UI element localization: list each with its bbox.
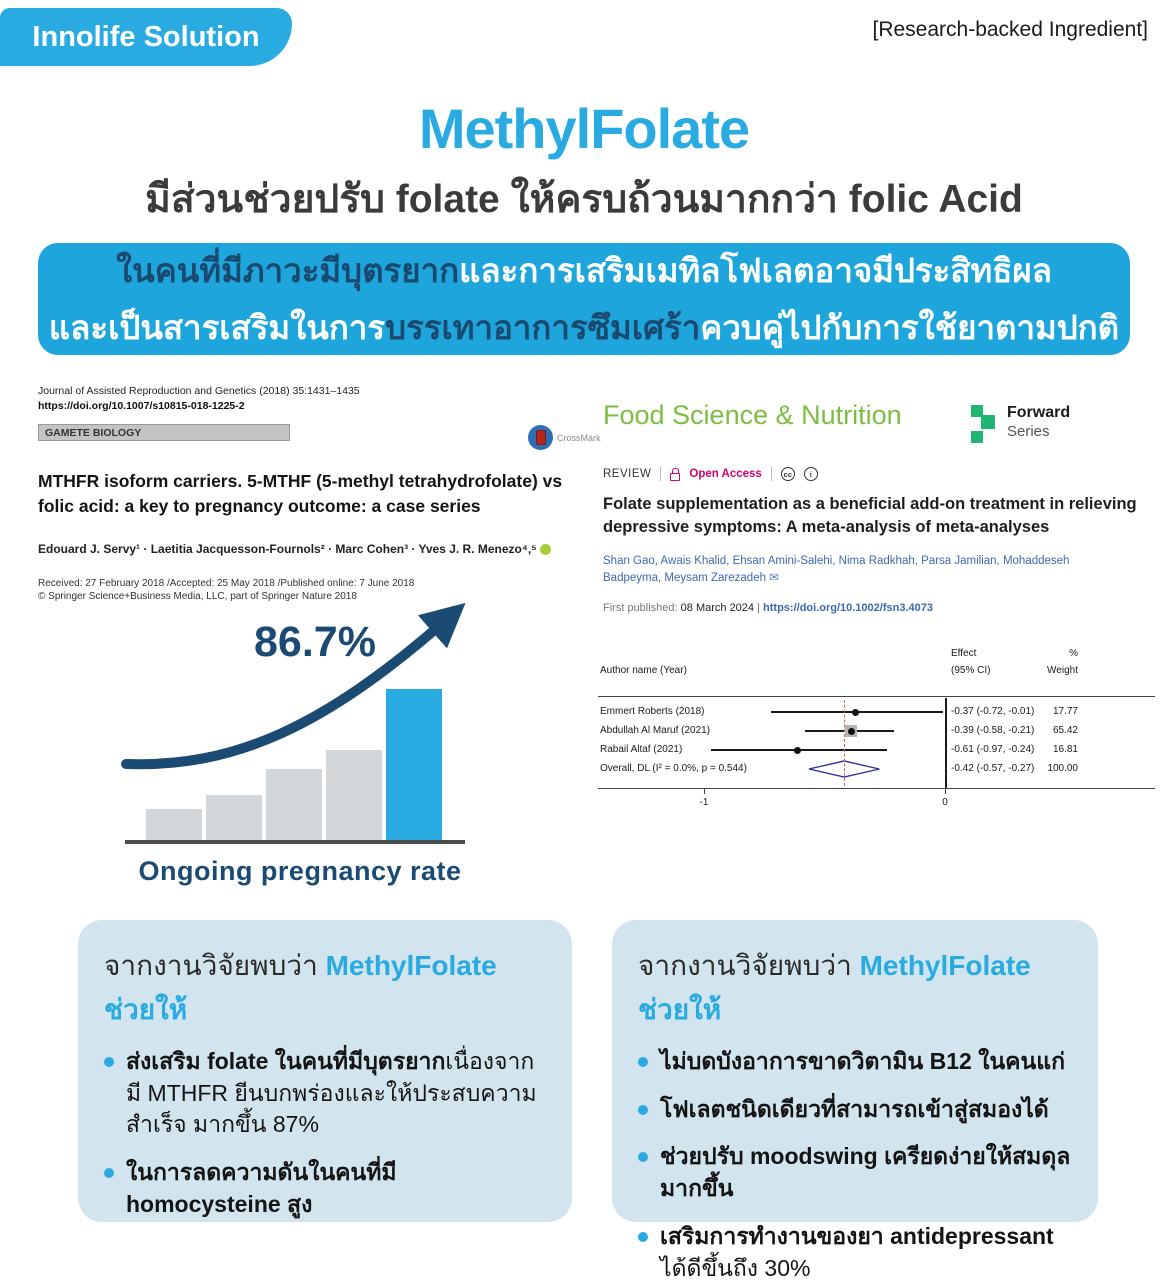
heading-pre: จากงานวิจัยพบว่า [104,950,326,981]
forest-header-effect: Effect [951,648,977,659]
crossmark-label: CrossMark [557,432,601,443]
cc-icon: cc [781,467,795,481]
research-tag: [Research-backed Ingredient] [872,18,1148,41]
pregnancy-rate-chart [120,598,480,898]
forward-series-logo-icon [971,405,1001,445]
forest-header-weight: Weight [1047,665,1078,676]
journal-citation: Journal of Assisted Reproduction and Genetics (2018) 35:1431–1435 [38,385,360,397]
paper-right-authors[interactable] [603,553,1123,588]
paper-right-title: Folate supplementation as a beneficial add-on treatment in relieving depressive symptoms: A meta-analysis of meta-analyses [603,495,1137,537]
bullet-item [638,1141,1072,1204]
published-separator: | [757,601,760,614]
bullet-dot-icon [638,1152,648,1162]
forest-effect-value: -0.42 (-0.57, -0.27) [951,763,1035,774]
forest-effect-value: -0.39 (-0.58, -0.21) [951,725,1035,736]
forest-header-percent: % [1069,648,1078,659]
bullet-text: โฟเลตชนิดเดียวที่สามารถเข้าสู่สมองได้ [660,1095,1049,1122]
open-access-label: Open Access [689,468,762,480]
paper-left-authors [38,542,588,556]
paper-left-authors-text: Edouard J. Servy¹ · Laetitia Jacquesson-Fournols² · Marc Cohen³ · Yves J. R. Menezo⁴,⁵ [38,541,537,556]
forest-axis-tick [704,788,705,794]
bullet-text: ในการลดความดันในคนที่มี homocysteine สูง [126,1159,397,1217]
claim-banner [38,243,1130,355]
bullet-item [638,1094,1072,1126]
bullet-item [104,1046,546,1141]
forest-effect-value: -0.61 (-0.97, -0.24) [951,744,1035,755]
published-date: 08 March 2024 [680,601,755,614]
divider [771,467,772,481]
bar [386,689,442,840]
paper-right [603,400,1155,614]
claim-line1-bold: ในคนที่มีภาวะมีบุตรยาก [116,252,460,289]
forest-row-author: Abdullah Al Maruf (2021) [600,725,711,736]
bullet-dot-icon [104,1168,114,1178]
claim-line1-rest: และการเสริมเมทิลโฟเลตอาจมีประสิทธิผล [459,252,1052,289]
forest-effect-value: -0.37 (-0.72, -0.01) [951,706,1035,717]
bullet-item [104,1157,546,1220]
heading-highlight: MethylFolate ช่วยให้ [638,950,1031,1025]
review-label: REVIEW [603,468,652,480]
forest-weight-value: 17.77 [1052,706,1078,717]
forest-row-author: Overall, DL (I² = 0.0%, p = 0.544) [600,763,747,774]
forest-row-author: Rabail Altaf (2021) [600,744,683,755]
bar [266,769,322,840]
forest-point-marker [852,709,859,716]
forward-series-label [1007,404,1070,440]
bullet-text: เสริมการทำงานของยา antidepressant ได้ดีขึ้นถึง 30% [660,1222,1054,1281]
published-line [603,602,1155,614]
bullet-dot-icon [638,1057,648,1067]
divider [660,467,661,481]
bar [326,750,382,840]
crossmark-icon [528,425,553,450]
paper-left-received: Received: 27 February 2018 /Accepted: 25 May 2018 /Published online: 7 June 2018 [38,577,415,589]
paper-left-title: MTHFR isoform carriers. 5-MTHF (5-methyl tetrahydrofolate) vs folic acid: a key to pregnancy outcome: a case series [38,471,563,517]
page-subtitle: มีส่วนช่วยปรับ folate ให้ครบถ้วนมากกว่า folic Acid [145,178,1023,221]
forest-axis-tick-label: -1 [699,797,709,808]
benefit-box-left-heading [104,944,546,1032]
chart-baseline [125,840,465,844]
forest-plot [598,648,1155,820]
forest-zero-line [945,698,947,788]
published-label: First published: [603,601,678,614]
article-meta-row [603,467,1155,481]
page-title: MethylFolate [418,97,750,160]
bar [206,795,262,840]
paper-right-authors-text[interactable]: Shan Gao, Awais Khalid, Ehsan Amini-Salehi, Nima Radkhah, Parsa Jamilian, Mohaddeseh Badpeyma, Meysam Zarezadeh [603,555,1070,585]
brand-badge-label: Innolife Solution [32,20,260,53]
claim-line2-pre: และเป็นสารเสริมในการ [48,309,386,346]
bullet-text: ส่งเสริม folate ในคนที่มีบุตรยากเนื่องจากมี MTHFR ยีนบกพร่องและให้ประสบความสำเร็จ มากขึ้น 87% [126,1048,537,1138]
crossmark-badge [528,425,601,450]
forest-point-marker [794,747,801,754]
bullet-item [638,1221,1072,1284]
claim-banner-line1 [38,244,1130,297]
paper-left [38,385,601,602]
forest-axis-tick [945,788,946,794]
orcid-icon [540,544,551,555]
forest-header-ci: (95% CI) [951,665,991,676]
bullet-dot-icon [104,1057,114,1067]
forest-top-rule [598,696,1155,697]
heading-pre: จากงานวิจัยพบว่า [638,950,860,981]
claim-line2-bold: บรรเทาอาการซึมเศร้า [385,309,701,346]
paper-left-copyright: © Springer Science+Business Media, LLC, part of Springer Nature 2018 [38,590,357,602]
benefit-box-left-bullets [104,1046,546,1221]
journal-name: Food Science & Nutrition [603,400,902,430]
envelope-icon: ✉ [769,572,779,585]
chart-annotation: 86.7% [254,618,376,666]
benefit-box-right-heading [638,944,1072,1032]
bullet-item [638,1046,1072,1078]
claim-banner-line2 [38,301,1130,354]
forest-axis-tick-label: 0 [942,797,948,808]
claim-line2-post: ควบคู่ไปกับการใช้ยาตามปกติ [700,309,1120,346]
benefit-box-left [78,920,572,1222]
journal-doi-link[interactable]: https://doi.org/10.1007/s10815-018-1225-2 [38,400,245,412]
section-bar: GAMETE BIOLOGY [38,424,290,441]
forest-axis-line [598,788,1155,789]
bar [146,809,202,840]
attribution-icon: i [804,467,818,481]
forest-weight-value: 100.00 [1047,763,1078,774]
forest-header-author: Author name (Year) [600,665,687,676]
benefit-box-right-bullets [638,1046,1072,1284]
heading-highlight: MethylFolate ช่วยให้ [104,950,497,1025]
bullet-text: ช่วยปรับ moodswing เครียดง่ายให้สมดุล มากขึ้น [660,1143,1071,1202]
forest-reference-dashed-line [844,700,845,786]
forest-weight-value: 16.81 [1052,744,1078,755]
brand-badge [0,8,292,66]
open-access-lock-icon [670,473,680,481]
chart-title: Ongoing pregnancy rate [138,856,462,886]
doi-link[interactable]: https://doi.org/10.1002/fsn3.4073 [763,601,933,614]
benefit-box-right [612,920,1098,1281]
series-label: Series [1007,423,1050,440]
forward-label: Forward [1007,404,1071,421]
forest-point-marker [848,728,855,735]
bullet-dot-icon [638,1105,648,1115]
forest-weight-value: 65.42 [1052,725,1078,736]
forest-row-author: Emmert Roberts (2018) [600,706,705,717]
bullet-text: ไม่บดบังอาการขาดวิตามิน B12 ในคนแก่ [660,1048,1066,1074]
bullet-dot-icon [638,1232,648,1242]
